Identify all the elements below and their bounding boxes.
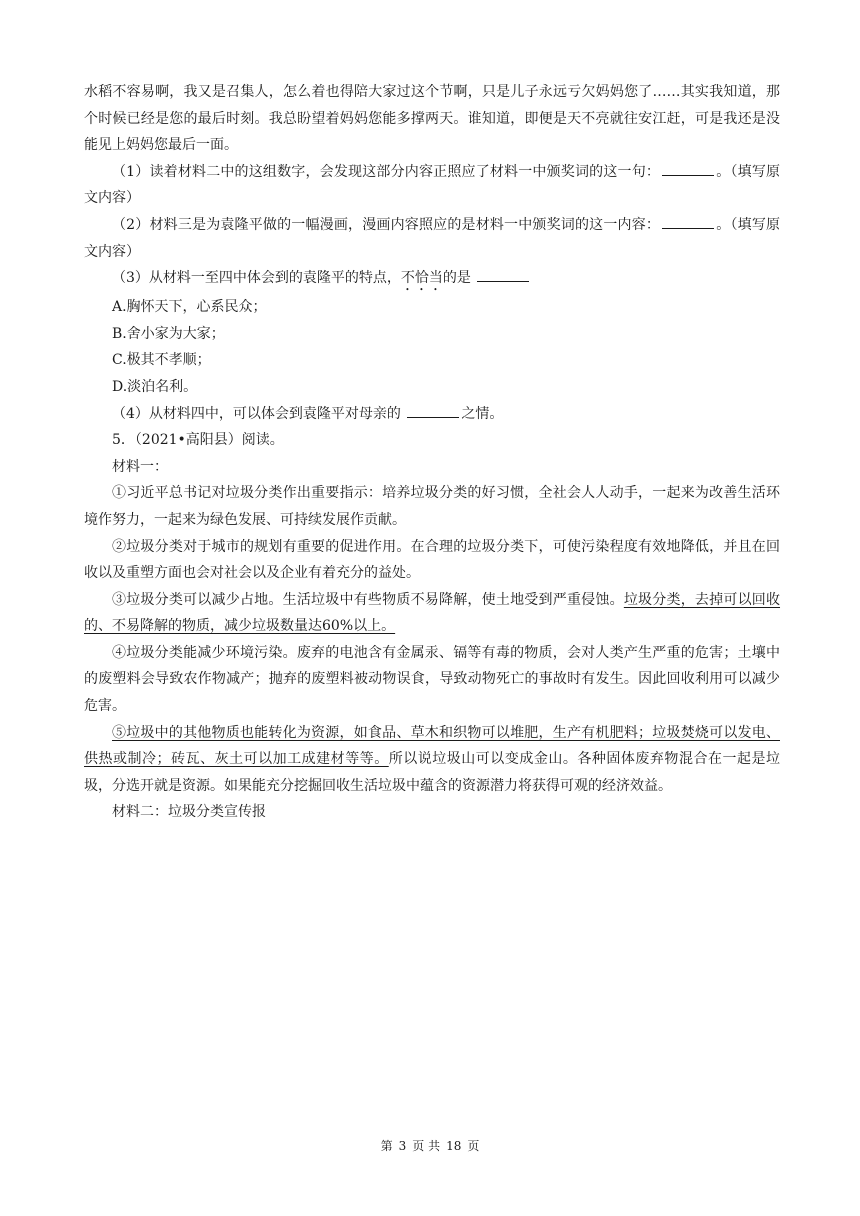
- question-2-text: （2）材料三是为袁隆平做的一幅漫画，漫画内容照应的是材料一中颁奖词的这一内容：: [112, 216, 661, 233]
- material-1-paragraph-3: [84, 587, 780, 640]
- option-b: B.舍小家为大家；: [112, 325, 225, 342]
- question-4-text: （4）从材料四中，可以体会到袁隆平对母亲的: [112, 405, 406, 422]
- question-2: [84, 212, 780, 265]
- paragraph-3-underlined: 垃圾分类，去掉可以回收的、不易降解的物质，减少垃圾数量达60%以上。: [84, 591, 781, 635]
- answer-blank-2[interactable]: [662, 214, 714, 229]
- page-footer: [0, 1137, 860, 1154]
- footer-suffix: 页: [467, 1139, 480, 1153]
- question-5-heading: 5．（2021•高阳县）阅读。: [112, 432, 284, 449]
- answer-blank-1[interactable]: [662, 161, 714, 176]
- footer-prefix: 第: [380, 1139, 393, 1153]
- material-1-paragraph-4: ④垃圾分类能减少环境污染。废弃的电池含有金属汞、镉等有毒的物质，会对人类产生严重的危害；土壤中的废塑料会导致农作物减产；抛弃的废塑料被动物误食，导致动物死亡的事故时有发生。因此回收利用可以减少危害。: [84, 644, 780, 715]
- document-body: [84, 79, 780, 826]
- question-3-suffix: 的是: [442, 270, 476, 287]
- question-3-emphasis: 不恰当: [400, 270, 443, 287]
- answer-blank-4[interactable]: [407, 403, 459, 418]
- option-c: C.极其不孝顺；: [112, 352, 211, 369]
- current-page-number: 3: [398, 1139, 407, 1153]
- question-4-suffix: 之情。: [461, 405, 504, 422]
- paragraph-5-underlined: ⑤垃圾中的其他物质也能转化为资源，如食品、草木和织物可以堆肥，生产有机肥料；垃圾焚烧可以发电、供热或制冷；砖瓦、灰土可以加工成建材等等。: [84, 724, 780, 768]
- question-1-text: （1）读着材料二中的这组数字，会发现这部分内容正照应了材料一中颁奖词的这一句：: [112, 163, 661, 180]
- answer-blank-3[interactable]: [477, 267, 529, 282]
- question-2-suffix: 。（填写原文内容）: [84, 216, 781, 260]
- continued-paragraph: 水稻不容易啊，我又是召集人，怎么着也得陪大家过这个节啊，只是儿子永远亏欠妈妈您了……其实我知道，那个时候已经是您的最后时刻。我总盼望着妈妈您能多撑两天。谁知道，即便是天不亮就往安江赶，可是我还是没能见上妈妈您最后一面。: [84, 84, 780, 154]
- total-pages: 18: [446, 1139, 462, 1153]
- paragraph-3-text: ③垃圾分类可以减少占地。生活垃圾中有些物质不易降解，使土地受到严重侵蚀。: [112, 591, 624, 608]
- question-1: [84, 159, 780, 212]
- question-4: [84, 401, 780, 428]
- question-3: [84, 265, 780, 294]
- option-d: D.淡泊名利。: [112, 378, 198, 395]
- option-a: A.胸怀天下，心系民众；: [112, 299, 267, 316]
- material-2-label: 材料二：垃圾分类宣传报: [112, 804, 266, 821]
- material-1-paragraph-2: ②垃圾分类对于城市的规划有重要的促进作用。在合理的垃圾分类下，可使污染程度有效地降低，并且在回收以及重塑方面也会对社会以及企业有着充分的益处。: [84, 538, 780, 582]
- footer-middle: 页 共: [412, 1139, 441, 1153]
- question-1-suffix: 。（填写原文内容）: [84, 163, 781, 207]
- material-1-label: 材料一：: [112, 458, 168, 475]
- material-1-paragraph-1: ①习近平总书记对垃圾分类作出重要指示：培养垃圾分类的好习惯，全社会人人动手，一起来为改善生活环境作努力，一起来为绿色发展、可持续发展作贡献。: [84, 485, 780, 528]
- question-3-text: （3）从材料一至四中体会到的袁隆平的特点，: [112, 270, 401, 287]
- paragraph-5-text: 所以说垃圾山可以变成金山。各种固体废弃物混合在一起是垃圾，分选开就是资源。如果能充分挖掘回收生活垃圾中蕴含的资源潜力将获得可观的经济效益。: [84, 751, 781, 794]
- material-1-paragraph-5: [84, 720, 780, 800]
